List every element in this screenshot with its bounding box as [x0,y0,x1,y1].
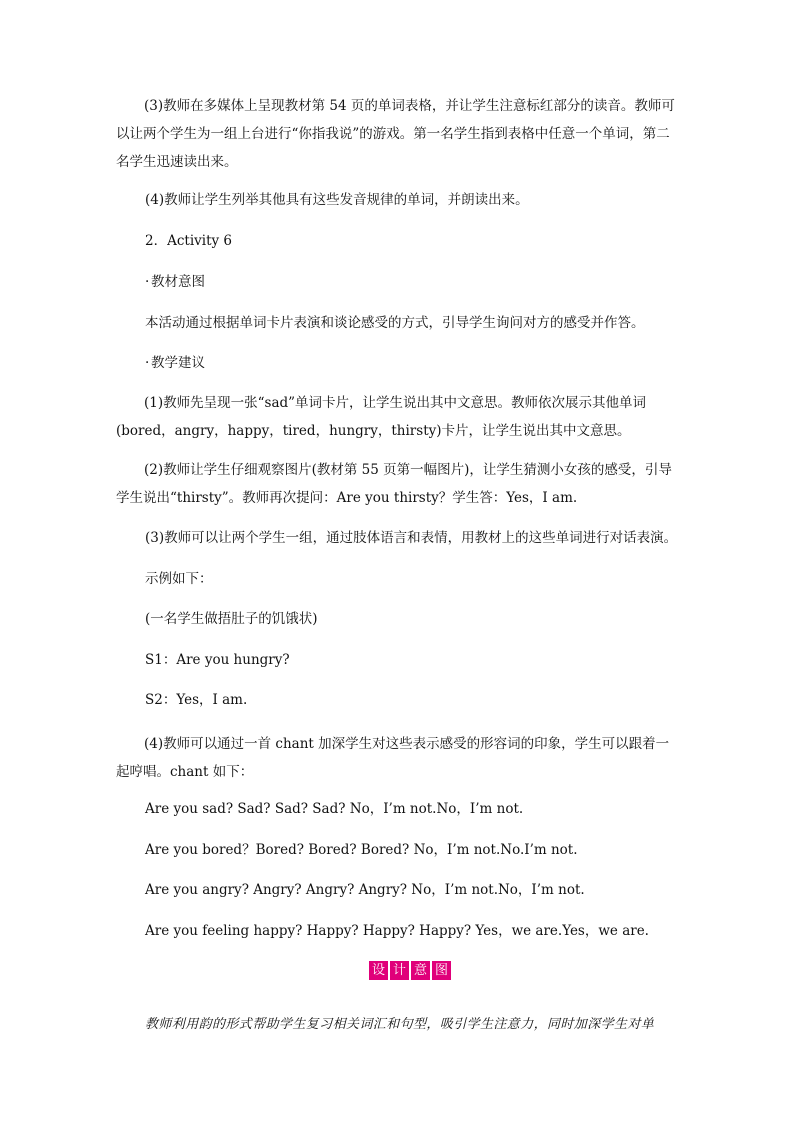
suggestion-4: (4)教师可以通过一首 chant 加深学生对这些表示感受的形容词的印象，学生可以跟着一起哼唱。chant 如下： [116,736,670,780]
banner-char: 设 [369,961,388,980]
banner-char: 图 [432,961,451,980]
intent-text: 本活动通过根据单词卡片表演和谈论感受的方式，引导学生询问对方的感受并作答。 [145,315,645,331]
chant-line-1: Are you sad? Sad? Sad? Sad? No，I’m not.No，I’m not. [145,801,524,817]
suggestion-1: (1)教师先呈现一张“sad”单词卡片，让学生说出其中文意思。教师依次展示其他单词(bored，angry，happy，tired，hungry，thirsty)卡片，让学生说出其中文意思。 [116,395,647,439]
example-action: (一名学生做捂肚子的饥饿状) [145,611,318,627]
example-s2: S2：Yes，I am. [145,692,248,708]
suggest-heading-row [145,353,205,373]
suggestion-3: (3)教师可以让两个学生一组，通过肢体语言和表情，用教材上的这些单词进行对话表演。 [145,530,678,546]
intent-heading-row [145,272,205,292]
example-s1: S1：Are you hungry? [145,652,290,668]
chant-line-2: Are you bored？Bored? Bored? Bored? No，I’m not.No.I’m not. [145,842,578,858]
banner-char: 意 [411,961,430,980]
banner-char: 计 [390,961,409,980]
design-intent-banner [369,961,451,981]
paragraph-step-3: (3)教师在多媒体上呈现教材第 54 页的单词表格，并让学生注意标红部分的读音。教师可以让两个学生为一组上台进行“你指我说”的游戏。第一名学生指到表格中任意一个单词，第二名学生迅速读出来。 [116,98,675,170]
activity-heading: 2．Activity 6 [145,233,233,249]
bullet-dot-icon: · [145,355,150,371]
bullet-dot-icon: · [145,274,150,290]
intent-heading: 教材意图 [151,274,205,290]
design-intent-text: 教师利用韵的形式帮助学生复习相关词汇和句型，吸引学生注意力，同时加深学生对单 [145,1017,655,1032]
suggest-heading: 教学建议 [151,355,205,371]
example-intro: 示例如下： [145,571,213,587]
chant-line-3: Are you angry? Angry? Angry? Angry? No，I’m not.No，I’m not. [145,882,585,898]
paragraph-step-4: (4)教师让学生列举其他具有这些发音规律的单词，并朗读出来。 [145,192,529,208]
suggestion-2: (2)教师让学生仔细观察图片(教材第 55 页第一幅图片)，让学生猜测小女孩的感受，引导学生说出“thirsty”。教师再次提问：Are you thirsty？学生答：Yes，I am. [116,462,672,506]
chant-line-4: Are you feeling happy? Happy? Happy? Happy? Yes，we are.Yes，we are. [145,923,649,939]
